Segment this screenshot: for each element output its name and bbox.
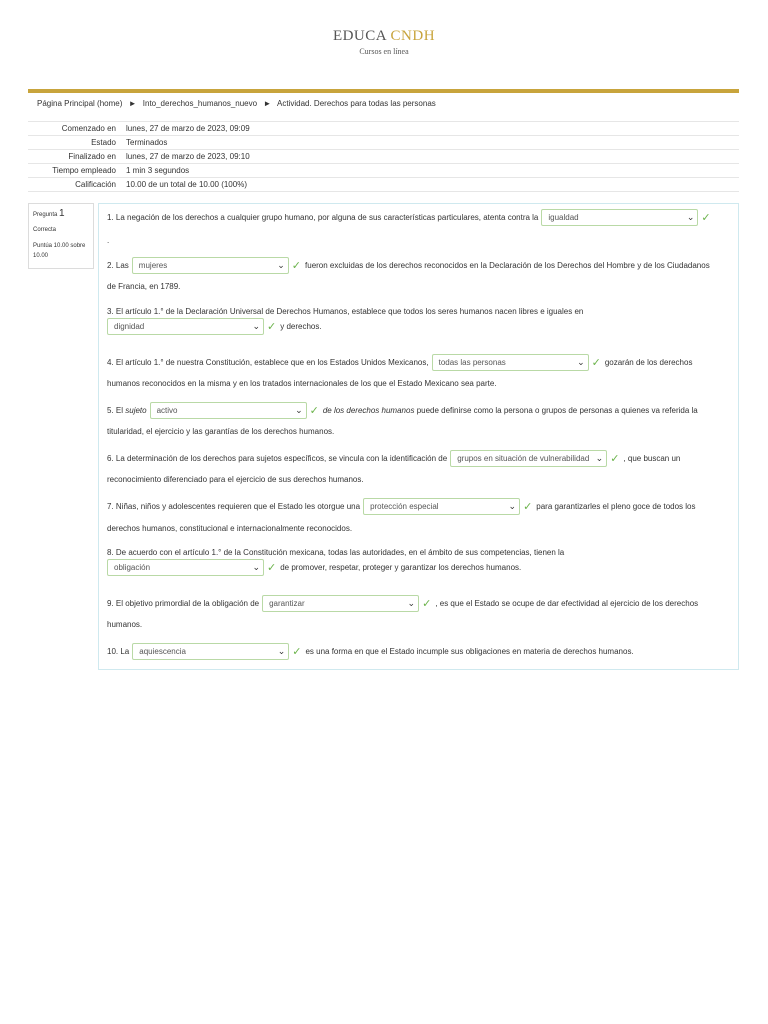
correct-check-icon: ✓ [422,597,432,610]
site-brand [0,28,768,56]
question-points: Puntúa 10.00 sobre 10.00 [33,243,86,259]
summary-label: Tiempo empleado [28,164,122,178]
correct-check-icon: ✓ [291,259,302,272]
answer-select-q8[interactable]: obligación ⌄ [107,559,264,576]
breadcrumb [37,99,436,108]
brand-title [0,28,768,45]
answer-select-q6[interactable]: grupos en situación de vulnerabilidad ⌄ [450,450,607,467]
summary-row [28,122,739,136]
brand-subtitle: Cursos en línea [359,47,409,56]
summary-value: Terminados [122,136,739,150]
question-7-line: 7. Niñas, niños y adolescentes requieren que el Estado les otorgue una protección especial ⌄ ✓ para garantizarles el pleno goce de todos los [107,498,696,514]
summary-value: lunes, 27 de marzo de 2023, 09:10 [122,150,739,164]
summary-row [28,136,739,150]
chevron-down-icon: ⌄ [595,452,604,463]
question-4-line-2: humanos reconocidos en la misma y en los tratados internacionales de los que el Estado Mexicano sea parte. [107,378,497,388]
summary-value: lunes, 27 de marzo de 2023, 09:09 [122,122,739,136]
question-10-line: 10. La aquiescencia ⌄ ✓ es una forma en que el Estado incumple sus obligaciones en materia de derechos humanos. [107,643,634,659]
summary-label: Calificación [28,178,122,192]
correct-check-icon: ✓ [701,211,711,224]
question-6-line: 6. La determinación de los derechos para sujetos específicos, se vincula con la identificación de grupos en situación de vulnerabilidad ⌄ ✓ , que buscan un [107,450,680,466]
question-9-line-2: humanos. [107,619,143,629]
summary-label: Estado [28,136,122,150]
correct-check-icon: ✓ [292,645,302,658]
chevron-down-icon: ⌄ [277,259,285,270]
chevron-down-icon: ⌄ [577,356,585,367]
question-5-line-2: titularidad, el ejercicio y las garantías de los derechos humanos. [107,426,335,436]
breadcrumb-home-link[interactable]: Página Principal (home) [37,99,123,108]
question-8-line-2: obligación ⌄ ✓ de promover, respetar, proteger y garantizar los derechos humanos. [107,559,521,575]
summary-value: 1 min 3 segundos [122,164,739,178]
summary-row [28,164,739,178]
correct-check-icon: ✓ [610,452,620,465]
question-3-line-2: dignidad ⌄ ✓ y derechos. [107,318,322,334]
answer-select-q9[interactable]: garantizar ⌄ [262,595,419,612]
answer-select-q2[interactable]: mujeres ⌄ [132,257,289,274]
correct-check-icon: ✓ [267,561,277,574]
question-2-line-2: de Francia, en 1789. [107,281,181,291]
chevron-down-icon: ⌄ [508,500,517,511]
answer-select-q4[interactable]: todas las personas ⌄ [432,354,589,371]
correct-check-icon: ✓ [309,404,319,417]
answer-select-q3[interactable]: dignidad ⌄ [107,318,264,335]
question-1-line: 1. La negación de los derechos a cualquier grupo humano, por alguna de sus características particulares, atenta contra la igualdad ⌄ ✓ [107,209,715,225]
question-7-line-2: derechos humanos, constitucional e internacionalmente reconocidos. [107,523,353,533]
question-info [28,203,94,269]
question-1-line-2: . [107,235,110,245]
question-8-line: 8. De acuerdo con el artículo 1.° de la Constitución mexicana, todas las autoridades, en el ámbito de sus competencias, tienen la [107,547,565,557]
breadcrumb-separator-icon: ► [128,99,137,108]
header-divider [28,89,739,93]
breadcrumb-course-link[interactable]: Into_derechos_humanos_nuevo [142,99,258,108]
chevron-down-icon: ⌄ [407,597,416,608]
question-4-line: 4. El artículo 1.° de nuestra Constitución, establece que en los Estados Unidos Mexicanos, todas las personas ⌄ ✓ gozarán de los derechos [107,354,692,370]
correct-check-icon: ✓ [523,500,533,513]
chevron-down-icon: ⌄ [252,320,260,331]
question-2-line: 2. Las mujeres ⌄ ✓ fueron excluidas de los derechos reconocidos en la Declaración de los Derechos del Hombre y de los Ciudadanos [107,257,710,273]
summary-row [28,178,739,192]
chevron-down-icon: ⌄ [295,404,303,415]
answer-select-q10[interactable]: aquiescencia ⌄ [132,643,289,660]
answer-select-q7[interactable]: protección especial ⌄ [363,498,520,515]
summary-row [28,150,739,164]
chevron-down-icon: ⌄ [252,561,260,572]
answer-select-q1[interactable]: igualdad ⌄ [541,209,698,226]
chevron-down-icon: ⌄ [686,211,695,222]
question-9-line: 9. El objetivo primordial de la obligación de garantizar ⌄ ✓ , es que el Estado se ocupe de dar efectividad al ejercicio de los derechos [107,595,698,611]
attempt-summary-table [28,121,739,192]
summary-label: Comenzado en [28,122,122,136]
question-panel [98,203,739,670]
breadcrumb-separator-icon: ► [263,99,272,108]
question-6-line-2: reconocimiento diferenciado para el ejercicio de sus derechos humanos. [107,474,364,484]
question-5-line: 5. El sujeto activo ⌄ ✓ de los derechos humanos puede definirse como la persona o grupos de personas a quienes va referida la [107,402,698,418]
answer-select-q5[interactable]: activo ⌄ [150,402,307,419]
summary-label: Finalizado en [28,150,122,164]
correct-check-icon: ✓ [267,320,277,333]
breadcrumb-activity-link[interactable]: Actividad. Derechos para todas las personas [277,99,436,108]
brand-title-main: EDUCA [332,28,387,44]
question-number: Pregunta 1 [33,208,65,219]
summary-value: 10.00 de un total de 10.00 (100%) [122,178,739,192]
question-3-line: 3. El artículo 1.° de la Declaración Universal de Derechos Humanos, establece que todos los seres humanos nacen libres e iguales en [107,306,584,316]
question-status: Correcta [33,227,57,233]
brand-title-accent: CNDH [390,28,436,44]
chevron-down-icon: ⌄ [277,645,286,656]
correct-check-icon: ✓ [591,356,601,369]
